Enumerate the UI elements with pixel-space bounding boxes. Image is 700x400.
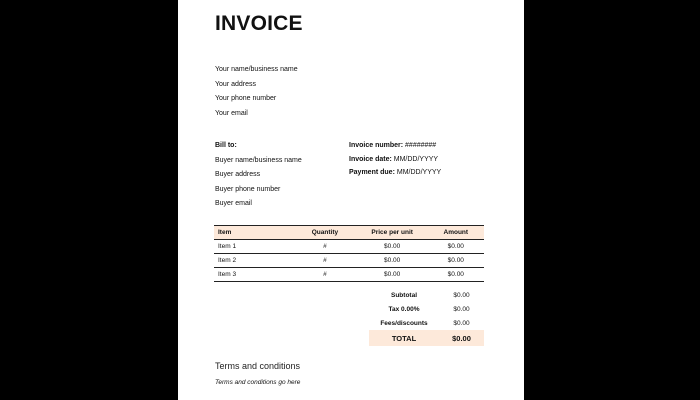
sender-info bbox=[215, 65, 298, 123]
terms-text: Terms and conditions go here bbox=[215, 379, 301, 386]
tax-value: $0.00 bbox=[453, 305, 470, 313]
cell-price: $0.00 bbox=[357, 254, 428, 268]
table-row bbox=[214, 254, 484, 268]
invoice-title: INVOICE bbox=[215, 12, 303, 35]
table-header-row bbox=[214, 226, 484, 240]
invoice-date-row bbox=[349, 155, 441, 169]
cell-amount: $0.00 bbox=[428, 254, 484, 268]
table-row bbox=[214, 268, 484, 282]
fees-value: $0.00 bbox=[453, 319, 470, 327]
buyer-email: Buyer email bbox=[215, 200, 252, 207]
invoice-number-label: Invoice number: bbox=[349, 142, 404, 149]
sender-phone: Your phone number bbox=[215, 95, 277, 102]
cell-quantity: # bbox=[293, 254, 357, 268]
sender-address: Your address bbox=[215, 80, 256, 88]
items-table bbox=[214, 225, 484, 282]
payment-due-value: MM/DD/YYYY bbox=[396, 169, 442, 176]
bill-to-section bbox=[215, 141, 302, 214]
sender-email: Your email bbox=[215, 109, 248, 117]
buyer-address: Buyer address bbox=[215, 171, 261, 178]
invoice-date-value: MM/DD/YYYY bbox=[393, 155, 439, 163]
tax-row bbox=[369, 302, 484, 316]
total-value: $0.00 bbox=[452, 333, 471, 343]
fees-label: Fees/discounts bbox=[380, 319, 428, 327]
header-quantity: Quantity bbox=[293, 226, 357, 240]
tax-label: Tax 0.00% bbox=[388, 305, 420, 313]
cell-amount: $0.00 bbox=[428, 268, 484, 282]
totals-section bbox=[369, 288, 484, 346]
sender-name: Your name/business name bbox=[215, 66, 298, 73]
invoice-page bbox=[178, 0, 524, 400]
header-amount: Amount bbox=[428, 226, 484, 240]
payment-due-row bbox=[349, 168, 441, 182]
buyer-name: Buyer name/business name bbox=[215, 156, 302, 164]
buyer-phone: Buyer phone number bbox=[215, 185, 281, 193]
cell-price: $0.00 bbox=[357, 240, 428, 254]
bill-to-label: Bill to: bbox=[215, 142, 237, 149]
cell-item: Item 3 bbox=[214, 268, 293, 282]
invoice-number-value: ######## bbox=[405, 142, 437, 149]
cell-item: Item 2 bbox=[214, 254, 293, 268]
terms-heading: Terms and conditions bbox=[215, 361, 301, 371]
invoice-number-row bbox=[349, 141, 441, 155]
total-row bbox=[369, 330, 484, 346]
table-row bbox=[214, 240, 484, 254]
cell-price: $0.00 bbox=[357, 268, 428, 282]
payment-due-label: Payment due: bbox=[349, 169, 395, 176]
subtotal-value: $0.00 bbox=[453, 291, 470, 299]
cell-item: Item 1 bbox=[214, 240, 293, 254]
subtotal-row bbox=[369, 288, 484, 302]
header-item: Item bbox=[214, 226, 293, 240]
cell-quantity: # bbox=[293, 268, 357, 282]
invoice-date-label: Invoice date: bbox=[349, 155, 392, 163]
subtotal-label: Subtotal bbox=[391, 291, 417, 299]
header-price: Price per unit bbox=[357, 226, 428, 240]
cell-quantity: # bbox=[293, 240, 357, 254]
cell-amount: $0.00 bbox=[428, 240, 484, 254]
invoice-meta bbox=[349, 141, 441, 182]
total-label: TOTAL bbox=[391, 333, 417, 343]
fees-row bbox=[369, 316, 484, 330]
